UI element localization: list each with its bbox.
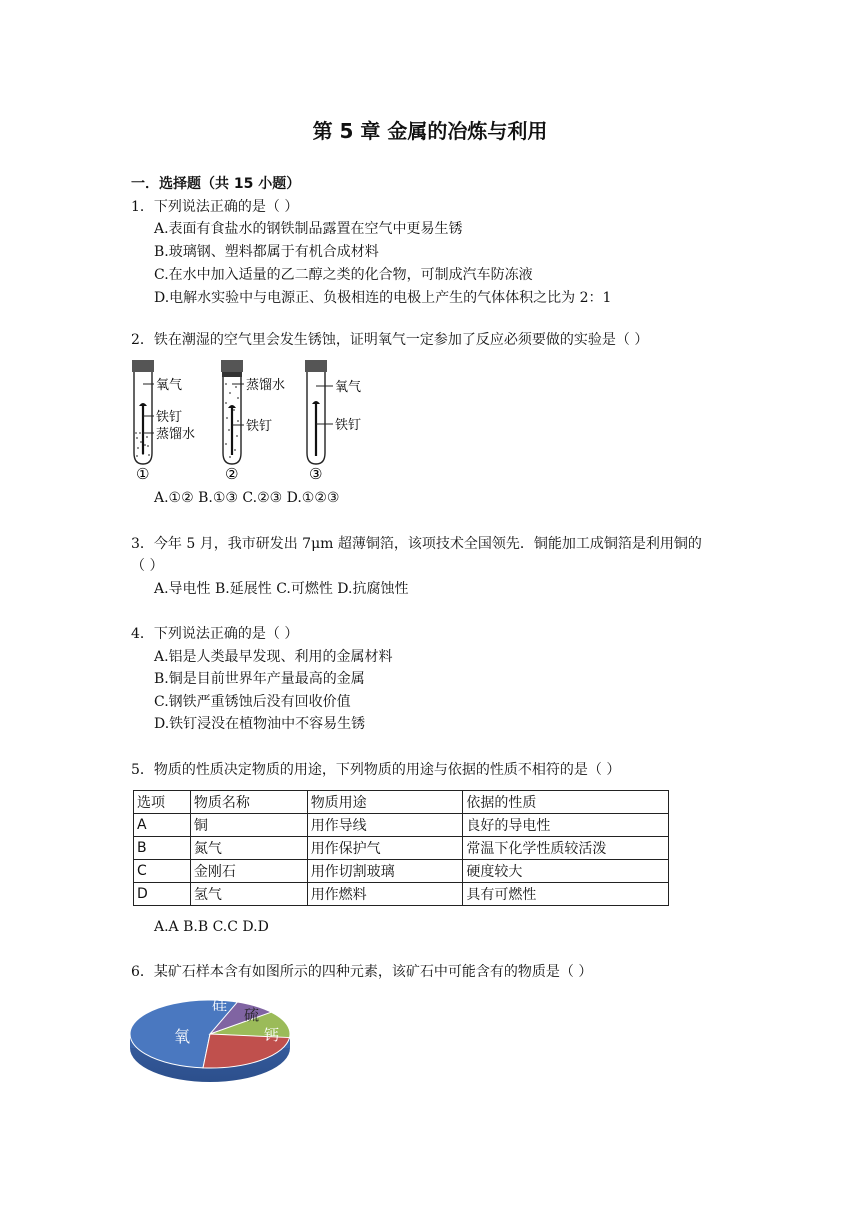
question-4-option-c: C.钢铁严重锈蚀后没有回收价值 (154, 694, 351, 710)
page-title: 第 5 章 金属的冶炼与利用 (312, 119, 548, 143)
test-tube-diagram (128, 358, 378, 483)
tube-2-number: ② (225, 465, 239, 483)
table-row (134, 814, 669, 837)
table-cell: 氢气 (190, 883, 307, 906)
question-1-option-d: D.电解水实验中与电源正、负极相连的电极上产生的气体体积之比为 2：1 (154, 290, 612, 306)
table-cell: 具有可燃性 (463, 883, 669, 906)
table-cell: A (134, 814, 191, 837)
tube-2-nail-label: 铁钉 (246, 419, 273, 434)
question-5-stem: 5．物质的性质决定物质的用途，下列物质的用途与依据的性质不相符的是（ ） (131, 762, 621, 778)
table-cell: 选项 (134, 791, 191, 814)
question-6-stem: 6．某矿石样本含有如图所示的四种元素，该矿石中可能含有的物质是（ ） (131, 964, 593, 980)
table-row (134, 837, 669, 860)
pie-slice-label: 钙 (264, 1026, 280, 1044)
question-1-option-b: B.玻璃钢、塑料都属于有机合成材料 (154, 244, 379, 260)
table-row (134, 860, 669, 883)
table-cell: 铜 (190, 814, 307, 837)
question-3-stem: 3．今年 5 月，我市研发出 7μm 超薄铜箔，该项技术全国领先．铜能加工成铜箔是利用铜的 (131, 536, 702, 552)
tube-3-nail-label: 铁钉 (335, 418, 362, 433)
question-3-answers: A.导电性 B.延展性 C.可燃性 D.抗腐蚀性 (154, 581, 409, 597)
tube-3-gas-label: 氧气 (335, 380, 362, 395)
pie-slice-label: 硫 (244, 1006, 260, 1024)
section-heading: 一．选择题（共 15 小题） (131, 176, 301, 192)
test-tube-3 (305, 360, 361, 483)
question-4-stem: 4．下列说法正确的是（ ） (131, 626, 299, 642)
question-4-option-a: A.铝是人类最早发现、利用的金属材料 (154, 649, 393, 665)
properties-table (133, 790, 669, 906)
question-2-stem: 2．铁在潮湿的空气里会发生锈蚀，证明氧气一定参加了反应必须要做的实验是（ ） (131, 332, 649, 348)
question-1-option-c: C.在水中加入适量的乙二醇之类的化合物，可制成汽车防冻液 (154, 267, 533, 283)
table-cell: 用作燃料 (307, 883, 463, 906)
test-tube-1 (132, 360, 195, 483)
tube-1-number: ① (136, 465, 150, 483)
tube-3-number: ③ (309, 465, 323, 483)
table-cell: D (134, 883, 191, 906)
question-2-answers: A.①② B.①③ C.②③ D.①②③ (154, 490, 340, 506)
pie-slice-label: 氧 (174, 1027, 191, 1046)
table-cell: 用作保护气 (307, 837, 463, 860)
question-5-answers: A.A B.B C.C D.D (154, 919, 269, 935)
table-cell: 依据的性质 (463, 791, 669, 814)
table-cell: 金刚石 (190, 860, 307, 883)
pie-slice-label: 硅 (212, 996, 228, 1014)
table-cell: 物质用途 (307, 791, 463, 814)
table-cell: 硬度较大 (463, 860, 669, 883)
table-cell: 良好的导电性 (463, 814, 669, 837)
question-3-stem-continued: （ ） (131, 558, 164, 574)
table-cell: 常温下化学性质较活泼 (463, 837, 669, 860)
table-cell: 用作导线 (307, 814, 463, 837)
question-4-option-b: B.铜是目前世界年产量最高的金属 (154, 671, 365, 687)
table-header-row (134, 791, 669, 814)
question-1-stem: 1．下列说法正确的是（ ） (131, 199, 299, 215)
table-cell: 物质名称 (190, 791, 307, 814)
tube-1-nail-label: 铁钉 (156, 410, 183, 425)
question-1-option-a: A.表面有食盐水的钢铁制品露置在空气中更易生锈 (154, 221, 463, 237)
tube-1-gas-label: 氧气 (156, 378, 183, 393)
tube-1-water-label: 蒸馏水 (156, 427, 196, 442)
test-tube-2 (221, 360, 285, 483)
table-cell: 用作切割玻璃 (307, 860, 463, 883)
table-cell: C (134, 860, 191, 883)
element-pie-chart (128, 990, 298, 1090)
table-cell: 氮气 (190, 837, 307, 860)
table-cell: B (134, 837, 191, 860)
table-row (134, 883, 669, 906)
question-4-option-d: D.铁钉浸没在植物油中不容易生锈 (154, 716, 366, 732)
tube-2-water-label: 蒸馏水 (246, 378, 286, 393)
